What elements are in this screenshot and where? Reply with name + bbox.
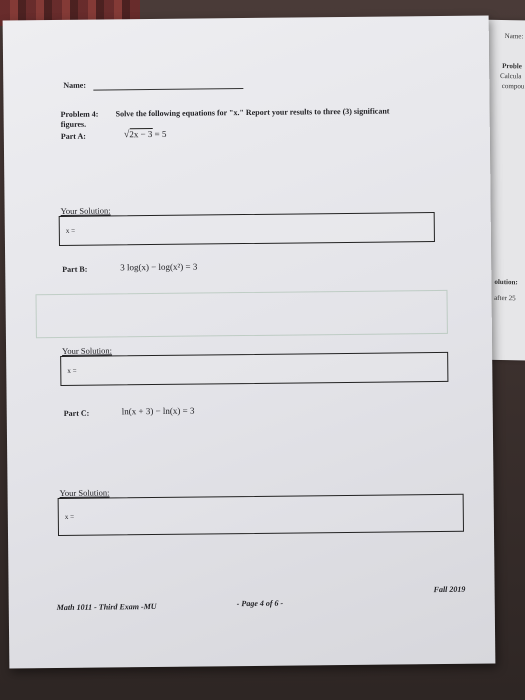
part-b-label: Part B: [62,264,88,274]
part-b-solution-label: Your Solution: [62,345,113,356]
footer-course: Math 1011 - Third Exam -MU [56,601,157,613]
part-c-answer-prefix: x = [64,512,75,521]
back-solution-label: olution: [494,277,518,287]
part-a-solution-label: Your Solution: [60,205,111,216]
part-a-solution-box[interactable] [59,212,435,246]
part-a-equation [124,129,167,140]
part-a-equation-rest: = 5 [154,128,167,139]
back-problem-label: Proble [502,62,522,71]
part-b-bleed-box [35,290,447,338]
part-b-solution-box[interactable] [60,352,448,386]
part-c-solution-label: Your Solution: [59,487,110,498]
part-b-answer-prefix: x = [67,366,77,375]
back-name-label: Name: [504,32,524,41]
problem-instructions-cont: figures. [60,119,87,129]
part-c-label: Part C: [63,408,90,418]
problem-title: Problem 4: [60,109,99,119]
back-compou-text: compou [501,82,525,91]
part-c-solution-box[interactable] [58,494,464,536]
problem-instructions: Solve the following equations for "x." Report your results to three (3) significant [115,106,390,119]
part-a-answer-prefix: x = [65,226,76,235]
part-a-label: Part A: [60,131,86,141]
footer-page-number: - Page 4 of 6 - [236,598,284,609]
part-a-radicand: 2x − 3 [129,129,153,140]
exam-page [3,15,496,668]
part-b-equation: 3 log(x) − log(x²) = 3 [120,261,198,273]
footer-term: Fall 2019 [433,584,466,595]
name-label: Name: [63,80,87,90]
back-calc-text: Calcula [499,71,522,81]
name-line [93,88,243,91]
sqrt-symbol: √ [123,129,130,141]
back-after-text: after 25 [494,293,516,303]
part-c-equation: ln(x + 3) − ln(x) = 3 [121,405,195,417]
